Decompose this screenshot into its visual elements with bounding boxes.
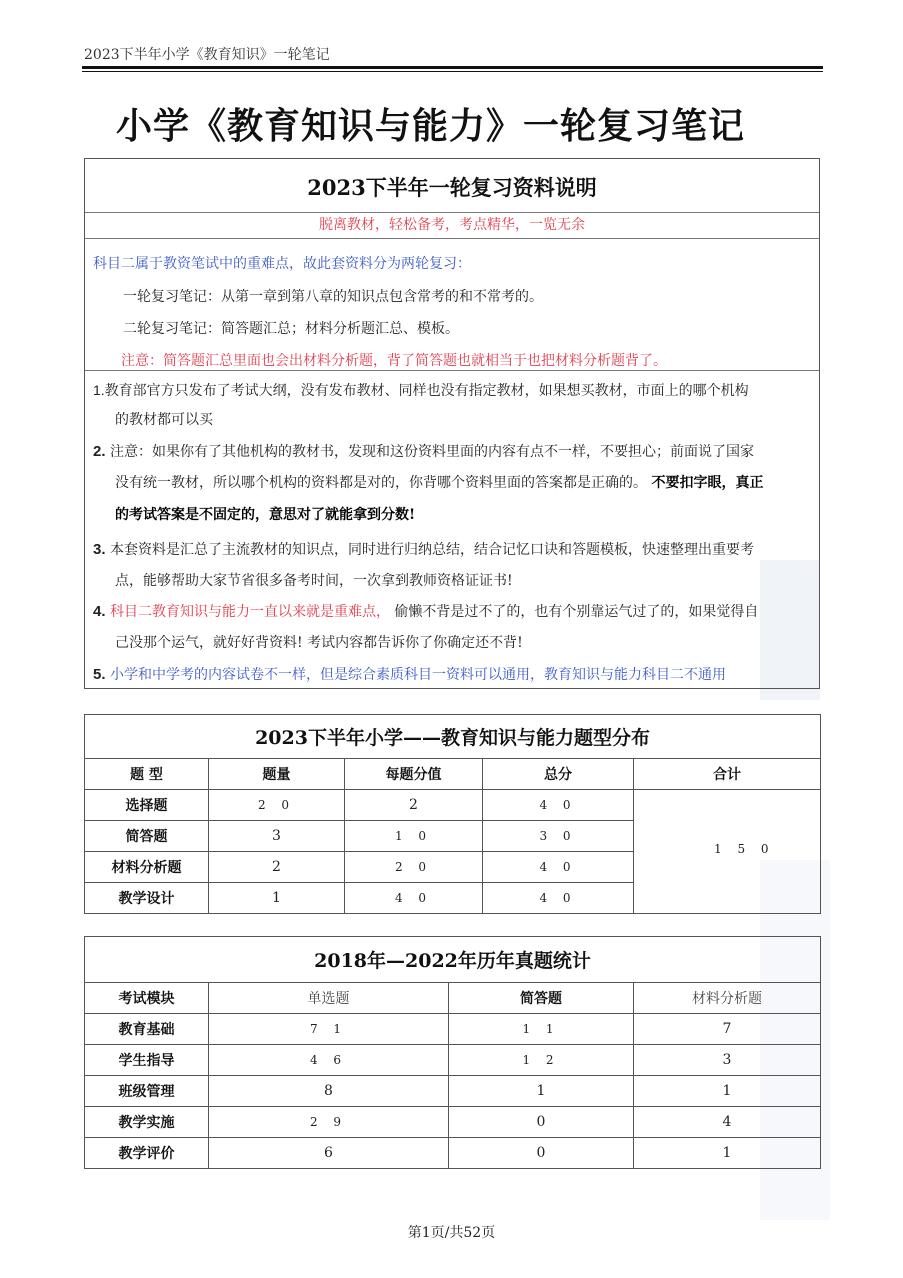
note-item-cont: 的考试答案是不固定的，意思对了就能拿到分数! — [115, 507, 416, 523]
table-cell: 2 — [209, 852, 345, 883]
table-cell: 4 0 — [483, 883, 634, 914]
table-cell: 2 0 — [345, 852, 483, 883]
table-cell: 8 — [209, 1076, 449, 1107]
table-title: 2023下半年小学——教育知识与能力题型分布 — [85, 715, 821, 759]
row-label: 学生指导 — [85, 1045, 209, 1076]
table-cell: 7 1 — [209, 1014, 449, 1045]
review-plan-line: 一轮复习笔记：从第一章到第八章的知识点包含常考的和不常考的。 — [123, 289, 543, 305]
table-cell: 3 — [634, 1045, 821, 1076]
row-label: 材料分析题 — [85, 852, 209, 883]
table-row — [85, 1107, 821, 1138]
table-cell: 4 0 — [345, 883, 483, 914]
table-cell: 1 — [634, 1138, 821, 1169]
note-item: 3. 本套资料是汇总了主流教材的知识点，同时进行归纳总结，结合记忆口诀和答题模板，快速整理出重要考 — [93, 541, 754, 558]
note-item: 4. 科目二教育知识与能力一直以来就是重难点， 偷懒不背是过不了的，也有个别靠运气过了的，如果觉得自 — [93, 603, 759, 620]
table-row — [85, 1138, 821, 1169]
note-item-cont: 点，能够帮助大家节省很多备考时间，一次拿到教师资格证证书! — [115, 573, 513, 589]
table-cell: 3 — [209, 821, 345, 852]
table-row — [85, 790, 821, 821]
table-cell: 1 — [209, 883, 345, 914]
note-item-cont: 没有统一教材，所以哪个机构的资料都是对的，你背哪个资料里面的答案都是正确的。 不要扣字眼，真正 — [115, 475, 764, 491]
table-cell: 0 — [449, 1107, 634, 1138]
table-cell: 4 6 — [209, 1045, 449, 1076]
table-cell: 3 0 — [483, 821, 634, 852]
row-label: 简答题 — [85, 821, 209, 852]
note-item-cont: 己没那个运气，就好好背资料! 考试内容都告诉你了你确定还不背! — [115, 635, 523, 651]
header-rule — [82, 71, 823, 72]
table-row — [85, 1014, 821, 1045]
table-row — [85, 1045, 821, 1076]
column-header: 每题分值 — [345, 759, 483, 790]
table-cell: 4 0 — [483, 790, 634, 821]
table-cell: 2 0 — [209, 790, 345, 821]
column-header: 简答题 — [449, 983, 634, 1014]
column-header: 考试模块 — [85, 983, 209, 1014]
table-row — [85, 1076, 821, 1107]
column-header: 材料分析题 — [634, 983, 821, 1014]
table-cell: 2 9 — [209, 1107, 449, 1138]
table-title: 2018年—2022年历年真题统计 — [85, 937, 821, 983]
intro-tagline: 脱离教材，轻松备考，考点精华，一览无余 — [85, 213, 819, 239]
table-cell: 6 — [209, 1138, 449, 1169]
total-cell: 1 5 0 — [634, 790, 821, 914]
review-plan-line: 科目二属于教资笔试中的重难点，故此套资料分为两轮复习： — [93, 256, 471, 272]
column-header: 合计 — [634, 759, 821, 790]
review-plan-block — [85, 239, 819, 371]
row-label: 选择题 — [85, 790, 209, 821]
row-label: 教育基础 — [85, 1014, 209, 1045]
table-cell: 0 — [449, 1138, 634, 1169]
row-label: 教学评价 — [85, 1138, 209, 1169]
table-cell: 2 — [345, 790, 483, 821]
column-header: 总分 — [483, 759, 634, 790]
running-header: 2023下半年小学《教育知识》一轮笔记 — [84, 47, 330, 63]
note-item: 5. 小学和中学考的内容试卷不一样，但是综合素质科目一资料可以通用，教育知识与能力科目二不通用 — [93, 666, 726, 683]
page-number: 第1页/共52页 — [407, 1225, 496, 1241]
table-cell: 1 — [634, 1076, 821, 1107]
table-cell: 1 2 — [449, 1045, 634, 1076]
intro-box — [84, 158, 820, 689]
table-cell: 1 — [449, 1076, 634, 1107]
question-type-table — [84, 714, 821, 914]
note-item: 1.教育部官方只发布了考试大纲，没有发布教材、同样也没有指定教材，如果想买教材，市面上的哪个机构 — [93, 382, 749, 399]
page-title: 小学《教育知识与能力》一轮复习笔记 — [116, 105, 746, 147]
column-header: 题 型 — [85, 759, 209, 790]
column-header: 题量 — [209, 759, 345, 790]
row-label: 班级管理 — [85, 1076, 209, 1107]
note-item: 2. 注意：如果你有了其他机构的教材书，发现和这份资料里面的内容有点不一样，不要担心；前面说了国家 — [93, 443, 754, 460]
table-cell: 4 — [634, 1107, 821, 1138]
intro-title: 2023下半年一轮复习资料说明 — [85, 159, 819, 213]
table-cell: 4 0 — [483, 852, 634, 883]
table-cell: 1 1 — [449, 1014, 634, 1045]
review-plan-line: 二轮复习笔记：简答题汇总；材料分析题汇总、模板。 — [123, 321, 459, 337]
header-rule — [82, 66, 823, 69]
row-label: 教学设计 — [85, 883, 209, 914]
table-cell: 7 — [634, 1014, 821, 1045]
review-plan-note: 注意：简答题汇总里面也会出材料分析题，背了简答题也就相当于也把材料分析题背了。 — [121, 353, 667, 369]
exam-statistics-table — [84, 936, 821, 1169]
row-label: 教学实施 — [85, 1107, 209, 1138]
table-cell: 1 0 — [345, 821, 483, 852]
column-header: 单选题 — [209, 983, 449, 1014]
note-item-cont: 的教材都可以买 — [115, 412, 213, 428]
